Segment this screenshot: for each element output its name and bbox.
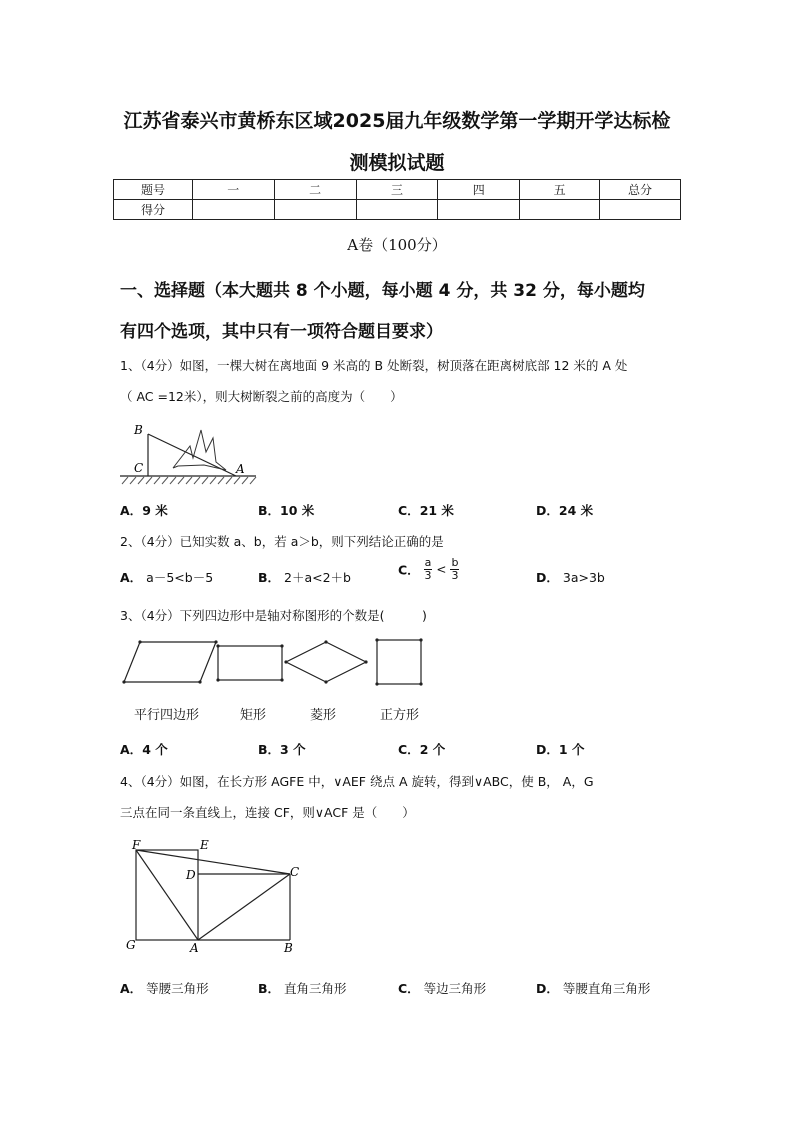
- q2-option-b[interactable]: B． 2＋a<2＋b: [258, 570, 351, 585]
- q4-text-line1: 4、（4分）如图，在长方形 AGFE 中，∨AEF 绕点 A 旋转，得到∨ABC，使 B， A，G: [120, 774, 594, 789]
- shape-label-parallelogram: 平行四边形: [134, 708, 200, 723]
- score-header-cell: 总分: [600, 180, 681, 200]
- score-cell[interactable]: [192, 200, 274, 220]
- q1-label-a: A: [236, 462, 245, 476]
- q1-tree-figure: [118, 418, 268, 490]
- q3-option-d[interactable]: D．1 个: [536, 742, 585, 757]
- q4-option-c[interactable]: C． 等边三角形: [398, 981, 487, 996]
- q4-label-f: F: [132, 838, 141, 852]
- q2-option-a[interactable]: A． a－5<b－5: [120, 570, 214, 585]
- q1-option-b[interactable]: B．10 米: [258, 503, 315, 518]
- q3-option-c[interactable]: C．2 个: [398, 742, 446, 757]
- section-a-heading: A卷（100分）: [347, 236, 447, 254]
- q4-option-d[interactable]: D． 等腰直角三角形: [536, 981, 651, 996]
- q4-label-d: D: [186, 868, 196, 882]
- part1-heading-line2: 有四个选项，其中只有一项符合题目要求）: [120, 322, 443, 342]
- score-table-header-row: [114, 180, 681, 200]
- q4-option-b[interactable]: B． 直角三角形: [258, 981, 347, 996]
- q1-label-c: C: [134, 461, 144, 475]
- q2-option-d[interactable]: D． 3a>3b: [536, 570, 605, 585]
- score-cell[interactable]: [274, 200, 356, 220]
- score-cell[interactable]: [600, 200, 681, 220]
- part1-heading-line1: 一、选择题（本大题共 8 个小题，每小题 4 分，共 32 分，每小题均: [120, 281, 645, 301]
- q4-label-e: E: [200, 838, 209, 852]
- shape-label-rhombus: 菱形: [310, 708, 337, 723]
- q3-option-b[interactable]: B．3 个: [258, 742, 306, 757]
- q2-option-c[interactable]: C． $\frac{a}{3}$ < $\frac{b}{3}$: [398, 556, 459, 582]
- parallelogram-shape: [124, 642, 216, 682]
- score-header-cell: 一: [192, 180, 274, 200]
- q2-text-line1: 2、（4分）已知实数 a、b，若 a＞b，则下列结论正确的是: [120, 534, 444, 549]
- shape-label-square: 正方形: [380, 708, 420, 723]
- score-header-cell: 三: [356, 180, 438, 200]
- q1-label-b: B: [134, 423, 143, 437]
- score-cell[interactable]: [356, 200, 438, 220]
- q1-text-line2: （ AC =12米），则大树断裂之前的高度为（ ）: [120, 389, 403, 404]
- score-header-cell: 四: [438, 180, 520, 200]
- page-title-line2: 测模拟试题: [349, 152, 445, 174]
- square-shape: [377, 640, 421, 684]
- score-table: [113, 179, 681, 220]
- q3-shapes-figure: [118, 636, 438, 690]
- score-header-cell: 五: [520, 180, 600, 200]
- q4-label-c: C: [290, 865, 300, 879]
- q1-option-a[interactable]: A．9 米: [120, 503, 168, 518]
- fraction-a-over-3: $\frac{a}{3}$: [424, 556, 432, 582]
- shape-label-rectangle: 矩形: [240, 708, 267, 723]
- rhombus-shape: [286, 642, 366, 682]
- q4-text-line2: 三点在同一条直线上，连接 CF，则∨ACF 是（ ）: [120, 805, 415, 820]
- q3-option-a[interactable]: A．4 个: [120, 742, 168, 757]
- q1-option-c[interactable]: C．21 米: [398, 503, 454, 518]
- q1-option-d[interactable]: D．24 米: [536, 503, 594, 518]
- score-table-score-row: [114, 200, 681, 220]
- fraction-b-over-3: $\frac{b}{3}$: [451, 556, 459, 582]
- q4-label-g: G: [126, 938, 136, 952]
- q1-text-line1: 1、（4分）如图，一棵大树在离地面 9 米高的 B 处断裂，树顶落在距离树底部 12 米的 A 处: [120, 358, 628, 373]
- q4-rectangle-figure: [122, 836, 312, 958]
- q4-label-a: A: [190, 941, 199, 955]
- score-header-cell: 题号: [114, 180, 193, 200]
- q4-option-a[interactable]: A． 等腰三角形: [120, 981, 209, 996]
- q3-text-line1: 3、（4分）下列四边形中是轴对称图形的个数是( ): [120, 608, 427, 623]
- q4-label-b: B: [284, 941, 293, 955]
- rectangle-shape: [218, 646, 282, 680]
- page-title-line1: 江苏省泰兴市黄桥东区域2025届九年级数学第一学期开学达标检: [123, 110, 671, 132]
- score-cell[interactable]: [438, 200, 520, 220]
- score-row-label: 得分: [114, 200, 193, 220]
- score-cell[interactable]: [520, 200, 600, 220]
- score-header-cell: 二: [274, 180, 356, 200]
